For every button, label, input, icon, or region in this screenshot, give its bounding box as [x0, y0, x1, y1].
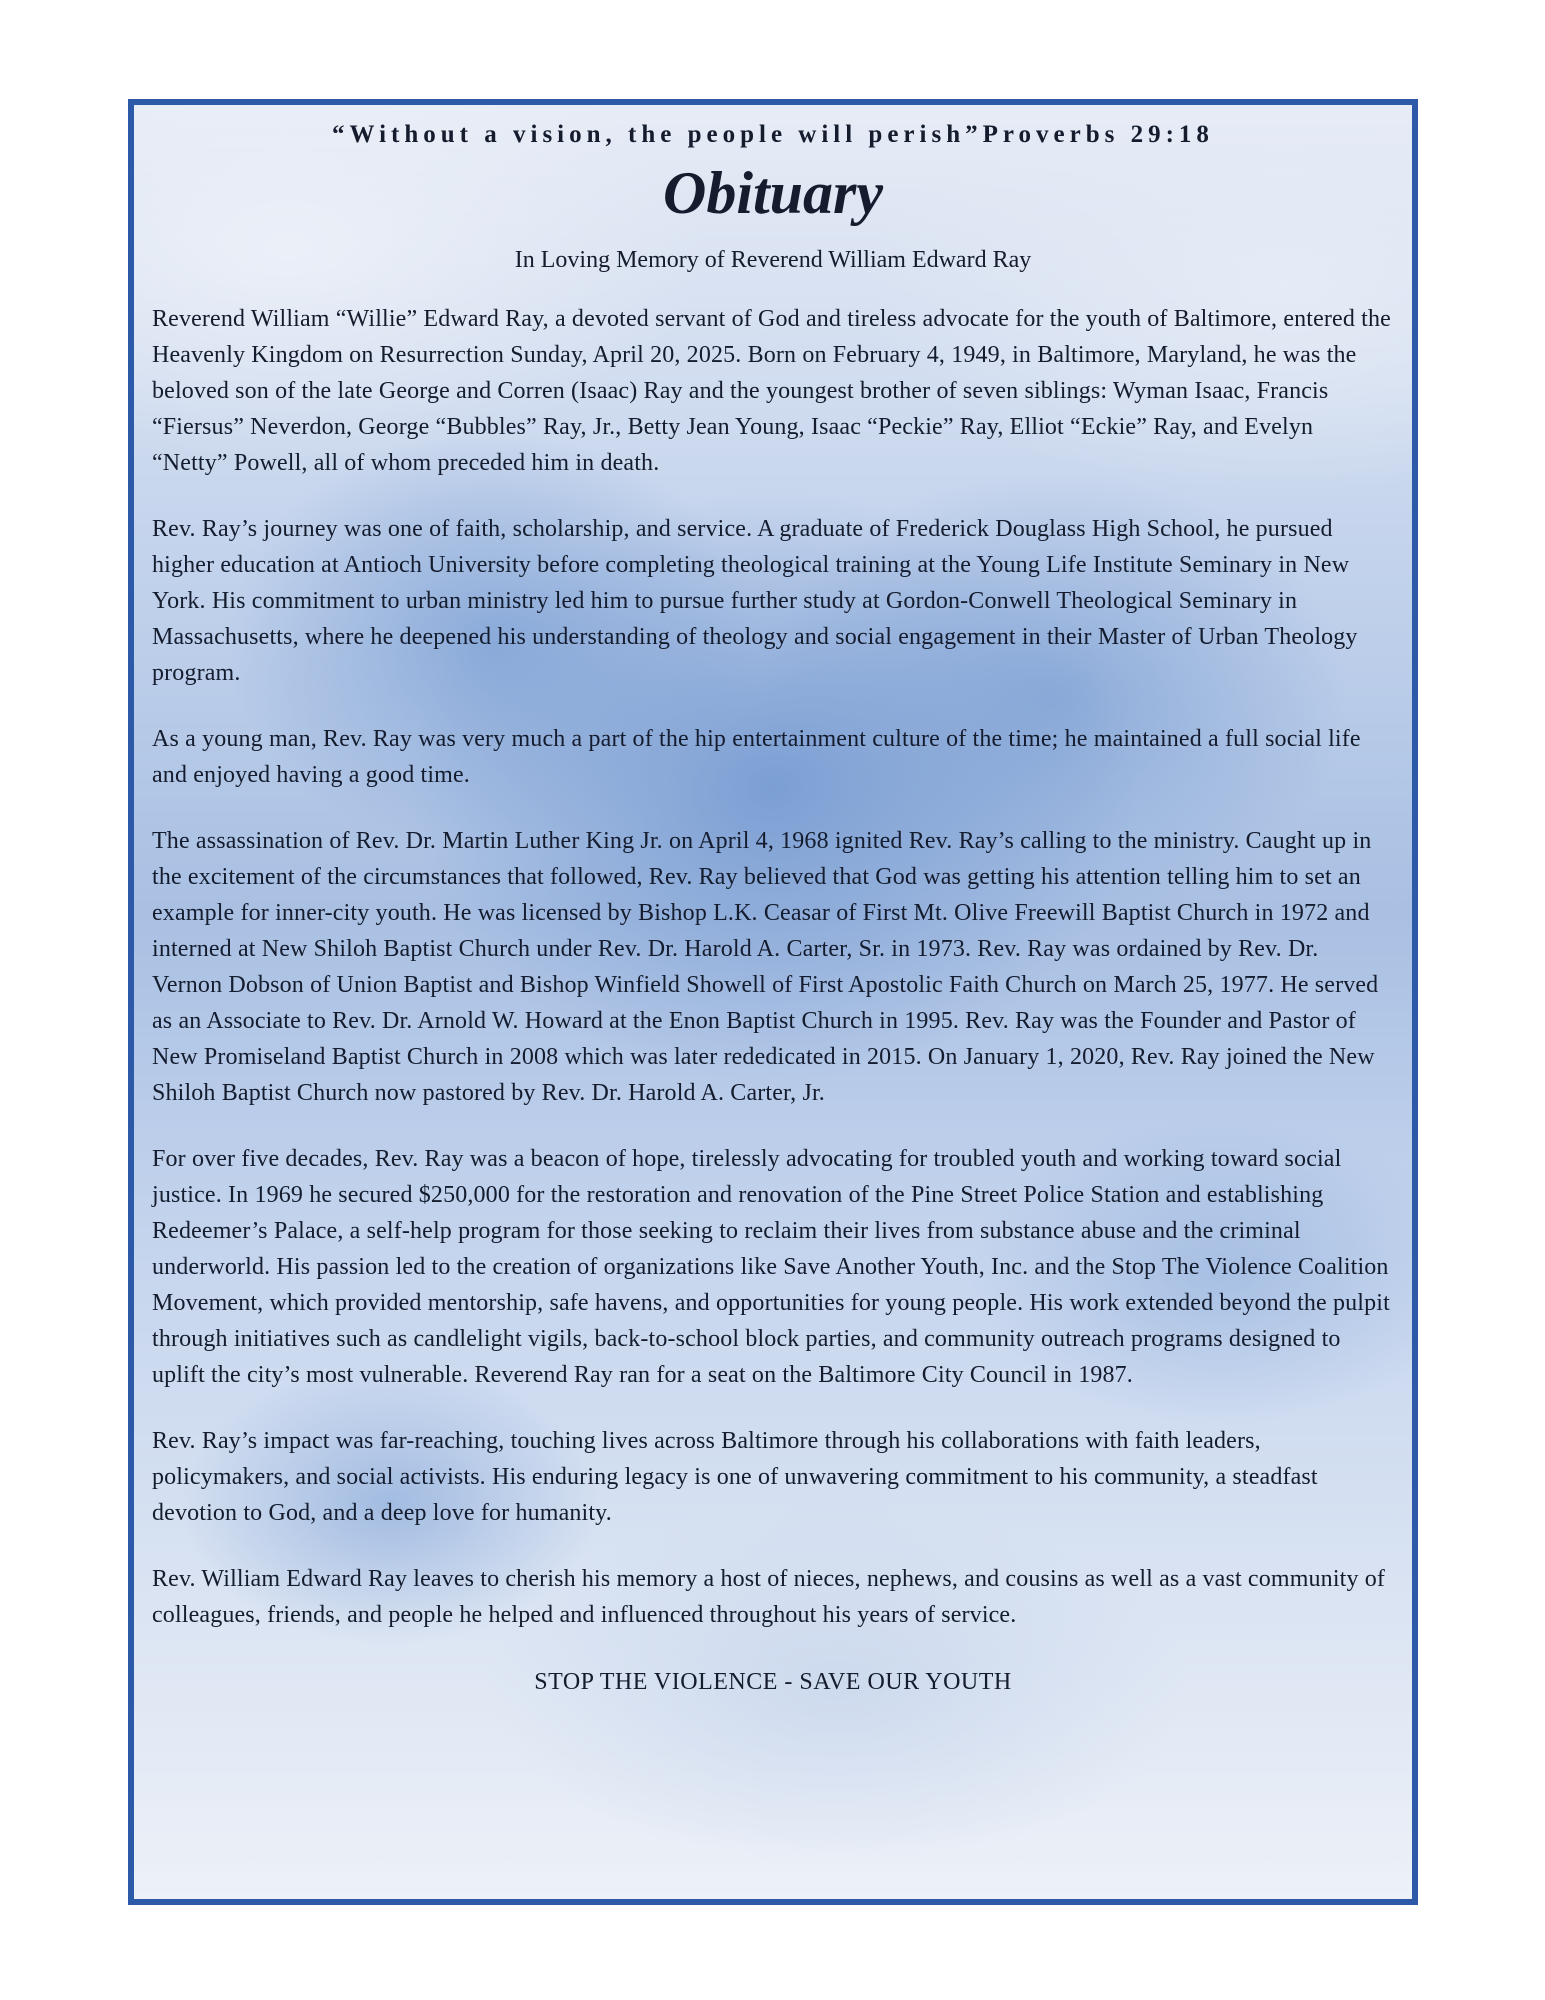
memorial-line: In Loving Memory of Reverend William Edward Ray: [514, 247, 1032, 273]
paragraph-impact: Rev. Ray’s impact was far-reaching, touching lives across Baltimore through his collaborations with faith leaders, policymakers, and social activists. His enduring legacy is one of unwavering commitment to his community, a steadfast devotion to God, and a deep love for humanity.: [152, 1428, 1318, 1526]
obituary-frame: [128, 99, 1418, 1905]
page-title: Obituary: [662, 160, 884, 226]
obituary-content: [134, 105, 1412, 1899]
paragraph-biography: Reverend William “Willie” Edward Ray, a devoted servant of God and tireless advocate for the youth of Baltimore, entered the Heavenly Kingdom on Resurrection Sunday, April 20, 2025. Born on February 4, 1949, in Baltimore, Maryland, he was the beloved son of the late George and Corren (Isaac) Ray and the youngest brother of seven siblings: Wyman Isaac, Francis “Fiersus” Neverdon, George “Bubbles” Ray, Jr., Betty Jean Young, Isaac “Peckie” Ray, Elliot “Eckie” Ray, and Evelyn “Netty” Powell, all of whom preceded him in death.: [152, 306, 1391, 476]
paragraph-advocacy: For over five decades, Rev. Ray was a beacon of hope, tirelessly advocating for troubled youth and working toward social justice. In 1969 he secured $250,000 for the restoration and renovation of the Pine Street Police Station and establishing Redeemer’s Palace, a self-help program for those seeking to reclaim their lives from substance abuse and the criminal underworld. His passion led to the creation of organizations like Save Another Youth, Inc. and the Stop The Violence Coalition Movement, which provided mentorship, safe havens, and opportunities for young people. His work extended beyond the pulpit through initiatives such as candlelight vigils, back-to-school block parties, and community outreach programs designed to uplift the city’s most vulnerable. Reverend Ray ran for a seat on the Baltimore City Council in 1987.: [152, 1146, 1390, 1388]
paragraph-young-man: As a young man, Rev. Ray was very much a part of the hip entertainment culture of the time; he maintained a full social life and enjoyed having a good time.: [152, 726, 1361, 788]
closing-motto: STOP THE VIOLENCE - SAVE OUR YOUTH: [534, 1669, 1012, 1695]
scripture-verse: “Without a vision, the people will perish”Proverbs 29:18: [332, 121, 1214, 148]
paragraph-ministry: The assassination of Rev. Dr. Martin Luther King Jr. on April 4, 1968 ignited Rev. Ray’s calling to the ministry. Caught up in the excitement of the circumstances that followed, Rev. Ray believed that God was getting his attention telling him to set an example for inner-city youth. He was licensed by Bishop L.K. Ceasar of First Mt. Olive Freewill Baptist Church in 1972 and interned at New Shiloh Baptist Church under Rev. Dr. Harold A. Carter, Sr. in 1973. Rev. Ray was ordained by Rev. Dr. Vernon Dobson of Union Baptist and Bishop Winfield Showell of First Apostolic Faith Church on March 25, 1977. He served as an Associate to Rev. Dr. Arnold W. Howard at the Enon Baptist Church in 1995. Rev. Ray was the Founder and Pastor of New Promiseland Baptist Church in 2008 which was later rededicated in 2015. On January 1, 2020, Rev. Ray joined the New Shiloh Baptist Church now pastored by Rev. Dr. Harold A. Carter, Jr.: [152, 828, 1379, 1106]
paragraph-education: Rev. Ray’s journey was one of faith, scholarship, and service. A graduate of Frederick Douglass High School, he pursued higher education at Antioch University before completing theological training at the Young Life Institute Seminary in New York. His commitment to urban ministry led him to pursue further study at Gordon-Conwell Theological Seminary in Massachusetts, where he deepened his understanding of theology and social engagement in their Master of Urban Theology program.: [152, 516, 1358, 686]
paragraph-survivors: Rev. William Edward Ray leaves to cherish his memory a host of nieces, nephews, and cousins as well as a vast community of colleagues, friends, and people he helped and influenced throughout his years of service.: [152, 1566, 1386, 1628]
